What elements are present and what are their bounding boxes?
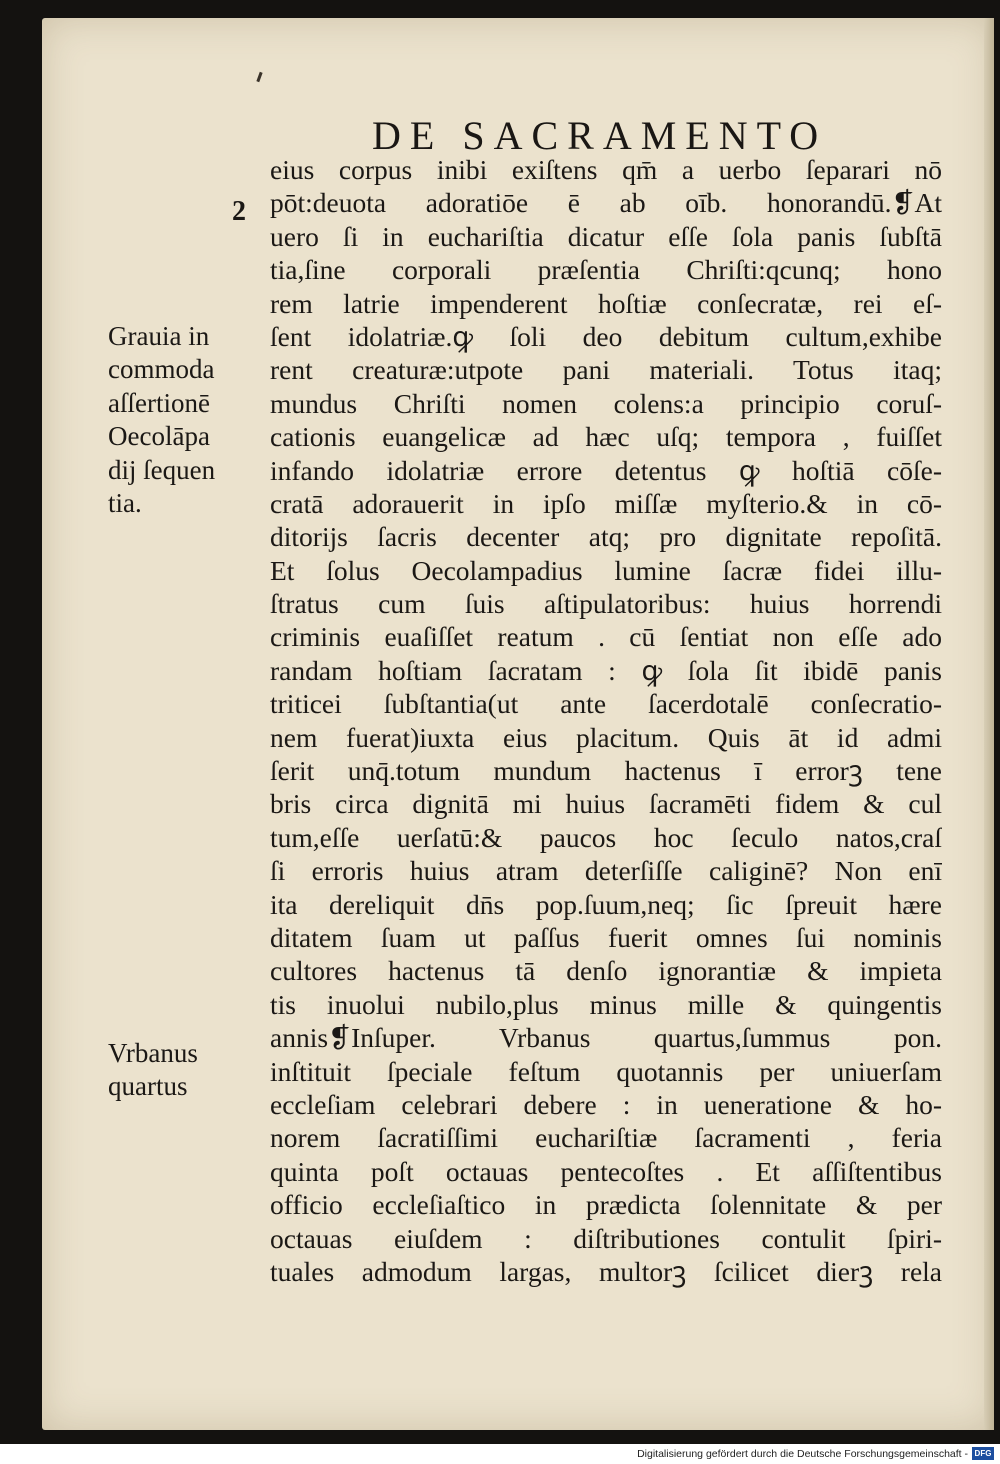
margin-note-line: aſſertionē [108, 387, 210, 418]
text-line: infando idolatriæ errore detentus ꝙ hoſtiā cōſe- [270, 454, 942, 486]
text-line: eius corpus inibi exiſtens qm̄ a uerbo ſeparari nō [270, 154, 942, 185]
text-line: quinta poſt octauas pentecoſtes . Et aſſiſtentibus [270, 1155, 942, 1187]
footer-credit: Digitalisierung gefördert durch die Deutsche Forschungsgemeinschaft - [637, 1448, 968, 1460]
margin-note-line: Grauia in [108, 321, 210, 351]
text-line: ſent idolatriæ.ꝙ ſoli deo debitum cultum,exhibe [270, 320, 942, 352]
text-line: norem ſacratiſſimi euchariſtiæ ſacramenti , feria [270, 1122, 942, 1154]
text-line: ditorĳs ſacris decenter atq; pro dignitate repoſitā. [270, 521, 942, 553]
body-text [270, 153, 942, 1288]
text-line: criminis euaſiſſet reatum . cū ſentiat non eſſe ado [270, 621, 942, 653]
text-line: annis❡Inſuper. Vrbanus quartus,ſummus pon. [270, 1022, 942, 1054]
text-line: ſi erroris huius atram deterſiſſe caliginē? Non enī [270, 855, 942, 887]
text-line: Et ſolus Oecolampadius lumine ſacræ fidei illu- [270, 554, 942, 586]
margin-note-line: quartus [108, 1071, 188, 1102]
text-line: mundus Chriſti nomen colens:a principio coruſ- [270, 387, 942, 419]
text-line: inſtituit ſpeciale feſtum quotannis per uniuerſam [270, 1055, 942, 1087]
text-line: tum,eſſe uerſatū:& paucos hoc ſeculo natos,craſ [270, 821, 942, 853]
margin-note-line: Vrbanus [108, 1038, 198, 1068]
text-line: cationis euangelicæ ad hæc uſq; tempora , fuiſſet [270, 421, 942, 453]
text-line: cratā adorauerit in ipſo miſſæ myſterio.& in cō- [270, 487, 942, 519]
text-line: nem fuerat)iuxta eius placitum. Quis āt id admi [270, 721, 942, 753]
dfg-logo: DFG [972, 1447, 994, 1460]
text-line: triticei ſubſtantia(ut ante ſacerdotalē conſecratio- [270, 688, 942, 720]
marginal-numeral: 2 [232, 196, 246, 227]
text-line: ſerit unq̄.totum mundum hactenus ī errorꝫ tene [270, 755, 942, 787]
text-line: ditatem ſuam ut paſſus fuerit omnes ſui nominis [270, 921, 942, 953]
text-line: uero ſi in euchariſtia dicatur eſſe ſola panis ſubſtā [270, 220, 942, 252]
margin-note-line: tia. [108, 487, 142, 518]
text-line: rent creaturæ:utpote pani materiali. Totus itaq; [270, 354, 942, 386]
text-line: tis inuolui nubilo,plus minus mille & quingentis [270, 988, 942, 1020]
text-line: tuales admodum largas, multorꝫ ſcilicet dierꝫ rela [270, 1255, 942, 1287]
text-line: bris circa dignitā mi huius ſacramēti fidem & cul [270, 788, 942, 820]
running-head: DE SACRAMENTO [372, 113, 828, 158]
text-line: pōt:deuota adoratiōe ē ab oīb. honorandū.❡At [270, 187, 942, 219]
margin-note-line: commoda [108, 354, 215, 385]
text-line: eccleſiam celebrari debere : in ueneratione & ho- [270, 1088, 942, 1120]
text-line: tia,ſine corporali præſentia Chriſti:qcunq; hono [270, 254, 942, 286]
digitization-footer [0, 1444, 1000, 1464]
text-line: officio eccleſiaſtico in prædicta ſolennitate & per [270, 1189, 942, 1221]
text-line: octauas eiuſdem : diſtributiones contulit ſpiri- [270, 1222, 942, 1254]
margin-note-urbanus [108, 1037, 258, 1104]
page-edge [984, 18, 994, 1430]
text-line: rem latrie impenderent hoſtiæ conſecratæ, rei eſ- [270, 287, 942, 319]
text-line: ita dereliquit dn̄s pop.ſuum,neq; ſic ſpreuit hære [270, 888, 942, 920]
margin-note-line: Oecolāpa [108, 421, 210, 452]
text-line: randam hoſtiam ſacratam : ꝙ ſola ſit ibidē panis [270, 654, 942, 686]
text-line: ſtratus cum ſuis aſtipulatoribus: huius horrendi [270, 588, 942, 620]
margin-note-line: dĳ ſequen [108, 454, 216, 485]
text-line: cultores hactenus tā denſo ignorantiæ & impieta [270, 955, 942, 987]
margin-note-oecolampadius [108, 320, 258, 520]
